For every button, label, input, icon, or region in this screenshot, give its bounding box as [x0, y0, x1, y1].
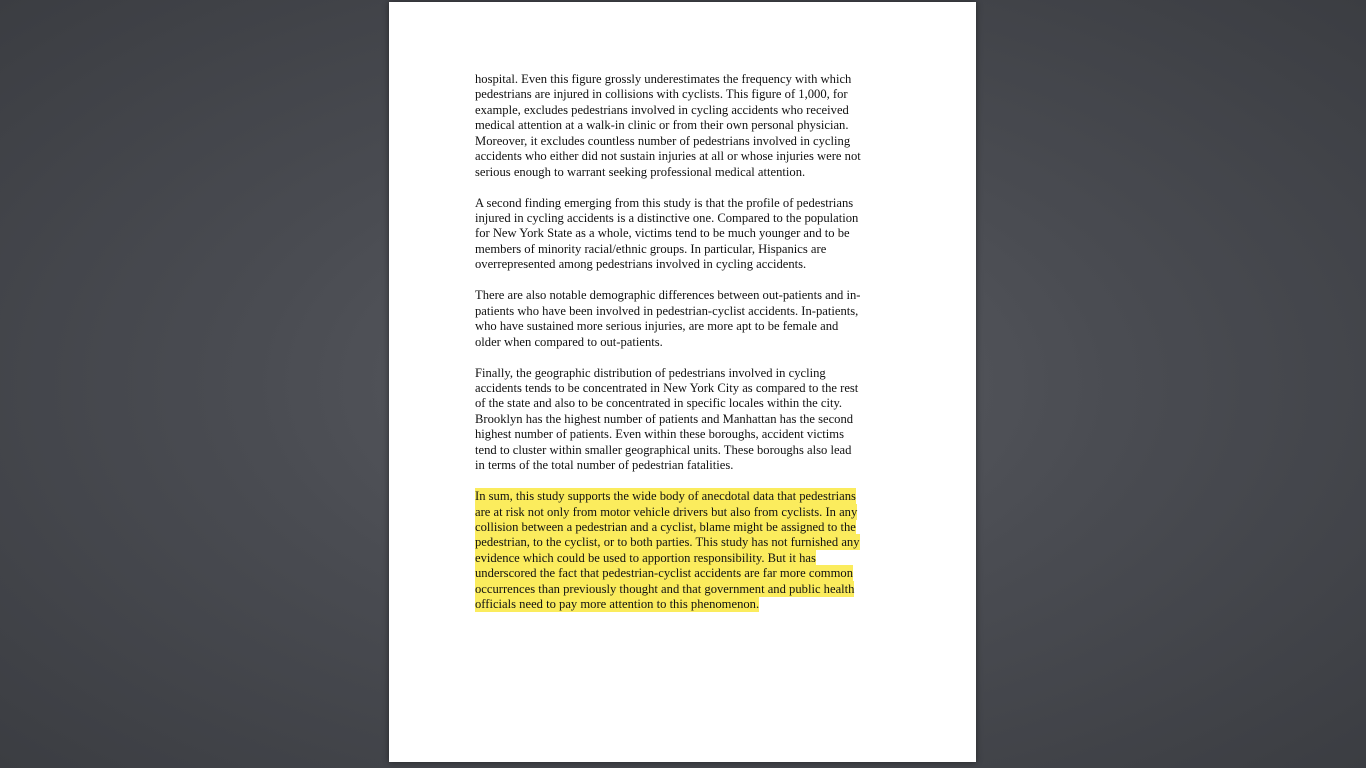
text-line-content: Brooklyn has the highest number of patients and Manhattan has the second — [475, 411, 854, 426]
text-line-content: There are also notable demographic differences between out-patients and in- — [475, 288, 861, 303]
text-line-content: Moreover, it excludes countless number of pedestrians involved in cycling — [475, 133, 851, 148]
text-line — [475, 118, 895, 133]
highlighted-paragraph — [475, 489, 895, 613]
text-line-content: medical attention at a walk-in clinic or from their own personal physician. — [475, 118, 849, 133]
text-line — [475, 366, 895, 381]
paragraph — [475, 196, 895, 273]
text-line-content: highest number of patients. Even within these boroughs, accident victims — [475, 427, 844, 442]
text-line — [475, 427, 895, 442]
text-line — [475, 566, 895, 581]
text-line — [475, 443, 895, 458]
text-line-content: officials need to pay more attention to this phenomenon. — [475, 597, 760, 612]
document-page — [389, 2, 976, 762]
text-line — [475, 257, 895, 272]
text-line-content: are at risk not only from motor vehicle drivers but also from cyclists. In any — [475, 504, 858, 519]
text-line-content: older when compared to out-patients. — [475, 334, 663, 349]
text-line — [475, 597, 895, 612]
text-line — [475, 72, 895, 87]
text-line-content: serious enough to warrant seeking professional medical attention. — [475, 164, 806, 179]
text-line — [475, 535, 895, 550]
text-line-content: members of minority racial/ethnic groups. In particular, Hispanics are — [475, 241, 827, 256]
text-line-content: in terms of the total number of pedestrian fatalities. — [475, 458, 734, 473]
text-line-content: collision between a pedestrian and a cyclist, blame might be assigned to the — [475, 519, 856, 534]
text-line — [475, 211, 895, 226]
paragraph — [475, 366, 895, 474]
text-line-content: who have sustained more serious injuries, are more apt to be female and — [475, 319, 839, 334]
text-line-content: occurrences than previously thought and that government and public health — [475, 581, 855, 596]
text-line — [475, 165, 895, 180]
text-line-content: Finally, the geographic distribution of pedestrians involved in cycling — [475, 365, 826, 380]
text-line-content: of the state and also to be concentrated in specific locales within the city. — [475, 396, 843, 411]
page-content — [475, 72, 895, 628]
text-line — [475, 304, 895, 319]
text-line-content: underscored the fact that pedestrian-cyclist accidents are far more common — [475, 566, 853, 581]
text-line — [475, 242, 895, 257]
text-line-content: injured in cycling accidents is a distinctive one. Compared to the population — [475, 211, 859, 225]
text-line — [475, 505, 895, 520]
paragraph — [475, 288, 895, 350]
text-line — [475, 458, 895, 473]
text-line-content: evidence which could be used to apportion responsibility. But it has — [475, 550, 816, 565]
text-line-content: example, excludes pedestrians involved in cycling accidents who received — [475, 102, 849, 117]
text-line-content: pedestrian, to the cyclist, or to both parties. This study has not furnished any — [475, 535, 860, 550]
text-line — [475, 551, 895, 566]
text-line-content: patients who have been involved in pedestrian-cyclist accidents. In-patients, — [475, 303, 859, 318]
text-line — [475, 396, 895, 411]
text-line — [475, 582, 895, 597]
text-line — [475, 381, 895, 396]
text-line-content: In sum, this study supports the wide body of anecdotal data that pedestrians — [475, 489, 856, 504]
text-line-content: hospital. Even this figure grossly underestimates the frequency with which — [475, 72, 852, 86]
text-line — [475, 520, 895, 535]
text-line — [475, 412, 895, 427]
text-line — [475, 335, 895, 350]
text-line-content: accidents tends to be concentrated in New York City as compared to the rest — [475, 380, 859, 395]
paragraph — [475, 72, 895, 180]
text-line — [475, 149, 895, 164]
text-line — [475, 489, 895, 504]
text-line — [475, 319, 895, 334]
text-line-content: overrepresented among pedestrians involved in cycling accidents. — [475, 257, 807, 272]
text-line — [475, 87, 895, 102]
text-line — [475, 288, 895, 303]
text-line-content: tend to cluster within smaller geographical units. These boroughs also lead — [475, 442, 852, 457]
text-line-content: accidents who either did not sustain injuries at all or whose injuries were not — [475, 149, 861, 164]
text-line — [475, 103, 895, 118]
text-line-content: for New York State as a whole, victims tend to be much younger and to be — [475, 226, 850, 241]
text-line-content: A second finding emerging from this study is that the profile of pedestrians — [475, 195, 854, 210]
text-line — [475, 196, 895, 211]
text-line-content: pedestrians are injured in collisions with cyclists. This figure of 1,000, for — [475, 87, 848, 102]
text-line — [475, 134, 895, 149]
text-line — [475, 226, 895, 241]
